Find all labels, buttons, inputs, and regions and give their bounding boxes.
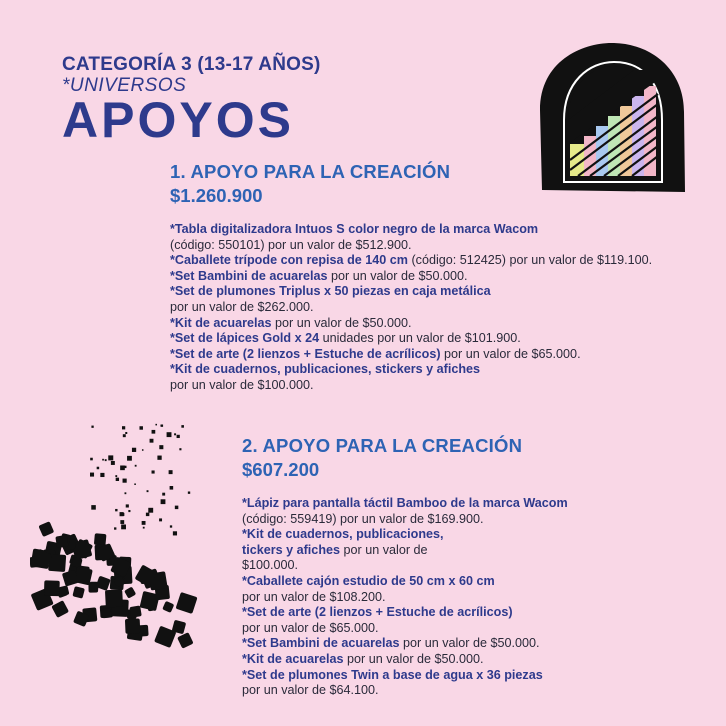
ink-square [102,608,112,618]
ink-speck [114,527,116,529]
ink-square [88,583,98,593]
ink-square [177,632,194,649]
ink-speck [124,466,126,468]
ink-speck [143,527,145,529]
ink-speck [188,491,190,493]
list-item: *Set Bambini de acuarelas por un valor de $50.000. [170,268,468,283]
ink-speck [167,432,172,437]
ink-speck [159,445,163,449]
section-2-price: $607.200 [242,459,320,480]
list-item: *Kit de cuadernos, publicaciones, tickers y afiches por un valor de $100.000. [242,527,444,573]
ink-speck [91,426,93,428]
ink-speck [120,520,124,524]
list-item: *Set de lápices Gold x 24 unidades por un valor de $101.900. [170,331,521,346]
ink-speck [170,486,174,490]
ink-speck [142,449,144,451]
ink-speck [142,521,146,525]
ink-speck [111,461,115,465]
ink-speck [100,473,104,477]
list-item: *Set Bambini de acuarelas por un valor de $50.000. [242,636,540,651]
ink-square [176,592,198,614]
ink-speck [177,435,180,438]
ink-speck [174,433,176,435]
ink-speck [115,509,117,511]
section-2-title: 2. APOYO PARA LA CREACIÓN [242,435,523,456]
category-label: CATEGORÍA 3 (13-17 AÑOS) [62,54,321,75]
ink-square [124,586,136,598]
ink-speck [126,504,129,507]
list-item: *Kit de acuarelas por un valor de $50.000. [170,315,412,330]
ink-speck [128,510,130,512]
ink-speck [181,425,184,428]
ink-square [44,580,60,596]
ink-speck [148,508,153,513]
ink-square [105,589,123,607]
ink-square [38,521,54,537]
ink-speck [152,470,155,473]
header [62,54,321,146]
ink-speck [135,465,137,467]
section-apoyo-2 [242,434,702,699]
list-item: *Kit de acuarelas por un valor de $50.000. [242,651,484,666]
list-item: *Set de plumones Triplus x 50 piezas en caja metálica por un valor de $262.000. [170,284,491,314]
ink-speck [115,475,117,477]
ink-speck [179,448,181,450]
ink-speck [161,499,166,504]
ink-square [51,600,69,618]
ink-speck [116,478,119,481]
list-item: *Tabla digitalizadora Intuos S color negro de la marca Wacom (código: 550101) por un valor de $512.900. [170,222,539,252]
ink-speck [120,512,124,516]
list-item: *Set de arte (2 lienzos + Estuche de acrílicos) por un valor de $65.000. [170,346,581,361]
ink-speck [127,456,132,461]
list-item: *Lápiz para pantalla táctil Bamboo de la marca Wacom (código: 559419) por un valor de $169.900. [242,496,568,526]
ink-speck [175,506,178,509]
ink-speck [173,531,177,535]
ink-square [94,533,107,546]
subtitle-label: *UNIVERSOS [62,75,187,96]
ink-speck [150,439,154,443]
section-apoyo-1 [170,160,690,394]
ink-speck [90,458,93,461]
list-item: *Caballete cajón estudio de 50 cm x 60 cm por un valor de $108.200. [242,573,495,604]
ink-speck [105,459,107,461]
ink-square [55,535,68,548]
section-1-price: $1.260.900 [170,185,263,206]
section-1-items [170,222,690,394]
ink-speck [155,424,157,426]
ink-speck [123,434,126,437]
ink-speck [159,518,162,521]
ink-speck [108,455,113,460]
ink-speck [134,483,136,485]
ink-speck [146,513,149,516]
ink-speck [91,505,96,510]
ink-speck [152,430,156,434]
ink-speck [160,425,162,427]
ink-speck [90,473,94,477]
ink-speck [123,479,127,483]
ink-square [72,586,85,599]
ink-square [162,601,174,613]
ink-speck [102,459,104,461]
list-item: *Kit de cuadernos, publicaciones, stickers y afiches por un valor de $100.000. [170,362,481,392]
ink-speck [169,470,173,474]
ink-speck [170,525,172,527]
section-2-items [242,496,702,699]
section-1-title: 1. APOYO PARA LA CREACIÓN [170,161,451,182]
ink-speck [132,448,136,452]
ink-speck [121,524,126,529]
ink-speck [139,426,142,429]
ink-speck [122,426,125,429]
ink-speck [125,432,127,434]
ink-speck [147,490,149,492]
list-item: *Set de plumones Twin a base de agua x 36 piezas por un valor de $64.100. [242,667,543,698]
scattered-ink-squares-illustration [30,418,200,668]
ink-speck [157,456,161,460]
list-item: *Set de arte (2 lienzos + Estuche de acrílicos) por un valor de $65.000. [242,605,513,635]
ink-speck [125,492,127,494]
ink-speck [162,493,165,496]
page-title: APOYOS [62,92,294,148]
list-item: *Caballete trípode con repisa de 140 cm (código: 512425) por un valor de $119.100. [170,253,653,268]
ink-square [129,605,141,617]
ink-square [125,618,140,633]
ink-speck [97,467,99,469]
